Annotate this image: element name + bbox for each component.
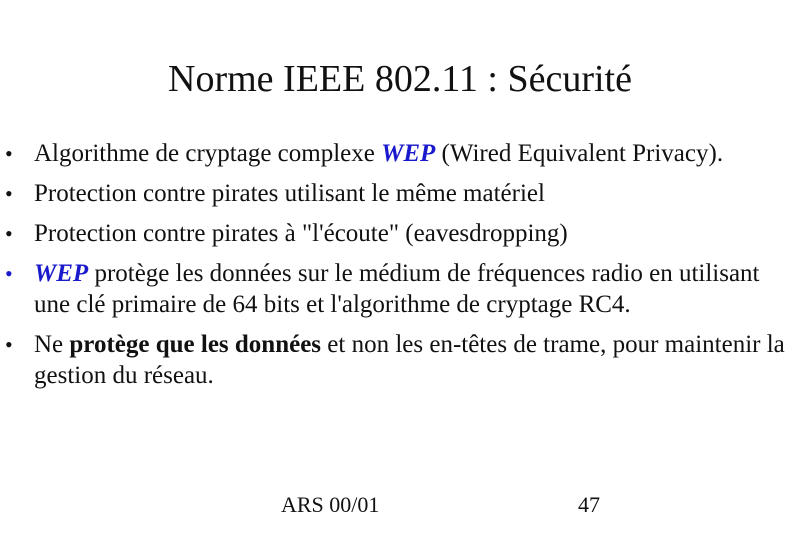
bullet-text: Protection contre pirates à "l'écoute" (eavesdropping)	[34, 220, 568, 247]
bullet-text: (Wired Equivalent Privacy).	[435, 140, 724, 167]
bullet-dot-icon: •	[5, 221, 13, 246]
bullet-text: et non les en-têtes de trame, pour maintenir la gestion du réseau.	[34, 331, 785, 389]
bullet-item-same-hardware	[0, 178, 800, 209]
bullet-list	[0, 138, 800, 400]
slide-title: Norme IEEE 802.11 : Sécurité	[168, 58, 632, 100]
bullet-dot-icon: •	[5, 181, 13, 206]
bullet-item-wep-protects	[0, 258, 800, 320]
bullet-item-wep-algorithm	[0, 138, 800, 169]
bullet-dot-icon: •	[5, 332, 13, 357]
bullet-text: Protection contre pirates utilisant le même matériel	[34, 180, 545, 207]
wep-keyword: WEP	[381, 140, 436, 167]
bullet-text: Ne	[34, 331, 70, 358]
bullet-item-eavesdropping	[0, 218, 800, 249]
footer-course: ARS 00/01	[281, 492, 380, 517]
bullet-text: protège les données sur le médium de fréquences radio en utilisant une clé primaire de 64 bits et l'algorithme de cryptage RC4.	[34, 260, 760, 318]
bullet-dot-icon: •	[5, 261, 13, 286]
bullet-text: Algorithme de cryptage complexe	[34, 140, 382, 167]
bold-phrase: protège que les données	[69, 331, 322, 358]
wep-keyword: WEP	[34, 260, 89, 287]
bullet-dot-icon: •	[5, 141, 13, 166]
bullet-item-data-only	[0, 329, 800, 391]
footer-page-number: 47	[578, 492, 600, 517]
